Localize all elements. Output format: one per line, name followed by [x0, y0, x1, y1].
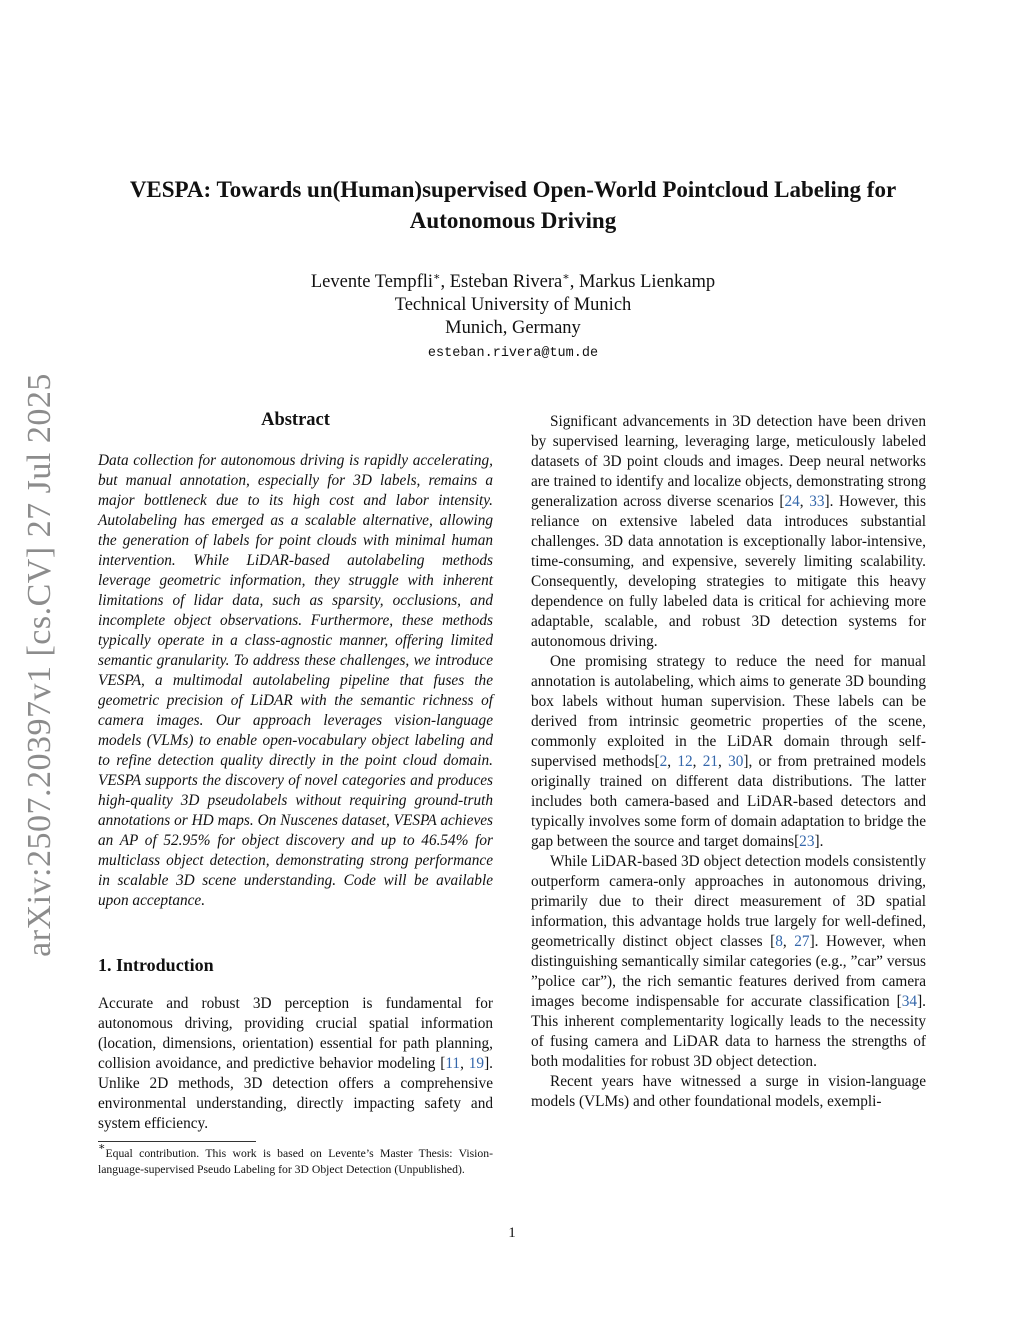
footnote-mark: ∗: [98, 1141, 106, 1153]
right-column: [531, 412, 926, 1112]
citation-link[interactable]: 30: [728, 753, 744, 770]
abstract-heading: Abstract: [261, 410, 330, 430]
equal-contribution-mark: ∗: [562, 271, 570, 283]
citation-link[interactable]: 8: [775, 933, 783, 950]
location: Munich, Germany: [445, 318, 581, 338]
citation-link[interactable]: 12: [677, 753, 693, 770]
equal-contribution-mark: ∗: [433, 271, 441, 283]
author-block: [100, 271, 926, 365]
intro-paragraph-1: Accurate and robust 3D perception is fundamental for autonomous driving, providing crucial spatial information (location, dimensions, orientation) essential for path planning, collision avoidance, and predictive behavior modeling [11, 19]. Unlike 2D methods, 3D detection offers a comprehensive environmental understanding, directly impacting safety and system efficiency.: [98, 995, 493, 1132]
citation-link[interactable]: 23: [799, 833, 815, 850]
author-email: esteban.rivera@tum.de: [427, 346, 599, 361]
author-2: Esteban Rivera: [449, 272, 563, 292]
citation-link[interactable]: 19: [468, 1055, 485, 1072]
left-column: [98, 408, 493, 1134]
footnote-divider: [98, 1141, 256, 1142]
footnote: [98, 1141, 493, 1178]
citation-link[interactable]: 34: [901, 993, 918, 1010]
citation-link[interactable]: 27: [794, 933, 810, 950]
section-heading-introduction: 1. Introduction: [98, 955, 214, 975]
intro-paragraph-3: One promising strategy to reduce the need for manual annotation is autolabeling, which aims to generate 3D bounding box labels without human supervision. These labels can be derived from intrinsic geometric properties of the scene, commonly exploited in the LiDAR domain through self-supervised methods[2, 12, 21, 30], or from pretrained models originally trained on different data distributions. The latter includes both camera-based and LiDAR-based detectors and typically involves some form of domain adaptation to bridge the gap between the source and target domains[23].: [531, 653, 926, 850]
citation-link[interactable]: 11: [445, 1055, 461, 1072]
citation-link[interactable]: 24: [784, 493, 800, 510]
arxiv-identifier: arXiv:2507.20397v1 [cs.CV] 27 Jul 2025: [21, 373, 58, 957]
paper-title: VESPA: Towards un(Human)supervised Open-World Pointcloud Labeling for Autonomous Driving: [129, 177, 897, 233]
intro-paragraph-4: While LiDAR-based 3D object detection models consistently outperform camera-only approaches in autonomous driving, primarily due to their direct measurement of 3D spatial information, this advantage holds true largely for well-defined, geometrically distinct object classes [8, 27]. However, when distinguishing semantically similar categories (e.g., ”car” versus ”police car”), the rich semantic features derived from camera images become indispensable for accurate classification [34]. This inherent complementarity logically leads to the necessity of fusing camera and LiDAR data to harness the strengths of both modalities for robust 3D object detection.: [531, 853, 926, 1070]
intro-paragraph-5: Recent years have witnessed a surge in vision-language models (VLMs) and other foundational models, exempli-: [531, 1073, 926, 1110]
author-names: Levente Tempfli∗, Esteban Rivera∗, Markus Lienkamp: [310, 271, 716, 292]
citation-link[interactable]: 33: [809, 493, 825, 510]
author-3: Markus Lienkamp: [578, 272, 716, 292]
citation-link[interactable]: 2: [659, 753, 668, 770]
affiliation: Technical University of Munich: [394, 295, 632, 315]
citation-link[interactable]: 21: [702, 753, 719, 770]
abstract-text: Data collection for autonomous driving is rapidly accelerating, but manual annotation, especially for 3D labels, remains a major bottleneck due to its high cost and labor intensity. Autolabeling has emerged as a scalable alternative, allowing the generation of labels for point clouds with minimal human intervention. While LiDAR-based autolabeling methods leverage geometric information, they struggle with inherent limitations of lidar data, such as sparsity, occlusions, and incomplete object observations. Furthermore, these methods typically operate in a class-agnostic manner, offering limited semantic granularity. To address these challenges, we introduce VESPA, a multimodal autolabeling pipeline that fuses the geometric precision of LiDAR with the semantic richness of camera images. Our approach leverages vision-language models (VLMs) to enable open-vocabulary object labeling and to refine detection quality directly in the point cloud domain. VESPA supports the discovery of novel categories and produces high-quality 3D pseudolabels without requiring ground-truth annotations or HD maps. On Nuscenes dataset, VESPA achieves an AP of 52.95% for object discovery and up to 46.54% for multiclass object detection, demonstrating strong performance in scalable 3D scene understanding. Code will be available upon acceptance.: [98, 452, 493, 909]
page-number: 1: [508, 1225, 516, 1241]
footnote-text: Equal contribution. This work is based on Levente’s Master Thesis: Vision-language-supervised Pseudo Labeling for 3D Object Detection (Unpublished).: [98, 1147, 493, 1176]
author-1: Levente Tempfli: [310, 272, 434, 292]
intro-paragraph-2: Significant advancements in 3D detection have been driven by supervised learning, leveraging large, meticulously labeled datasets of 3D point clouds and images. Deep neural networks are trained to identify and localize objects, demonstrating strong generalization across diverse scenarios [24, 33]. However, this reliance on extensive labeled data introduces substantial challenges. 3D data annotation is exceptionally labor-intensive, time-consuming, and expensive, severely limiting scalability. Consequently, developing strategies to mitigate this heavy dependence on fully labeled data is critical for achieving more adaptable, scalable, and robust 3D detection systems for autonomous driving.: [531, 413, 927, 650]
